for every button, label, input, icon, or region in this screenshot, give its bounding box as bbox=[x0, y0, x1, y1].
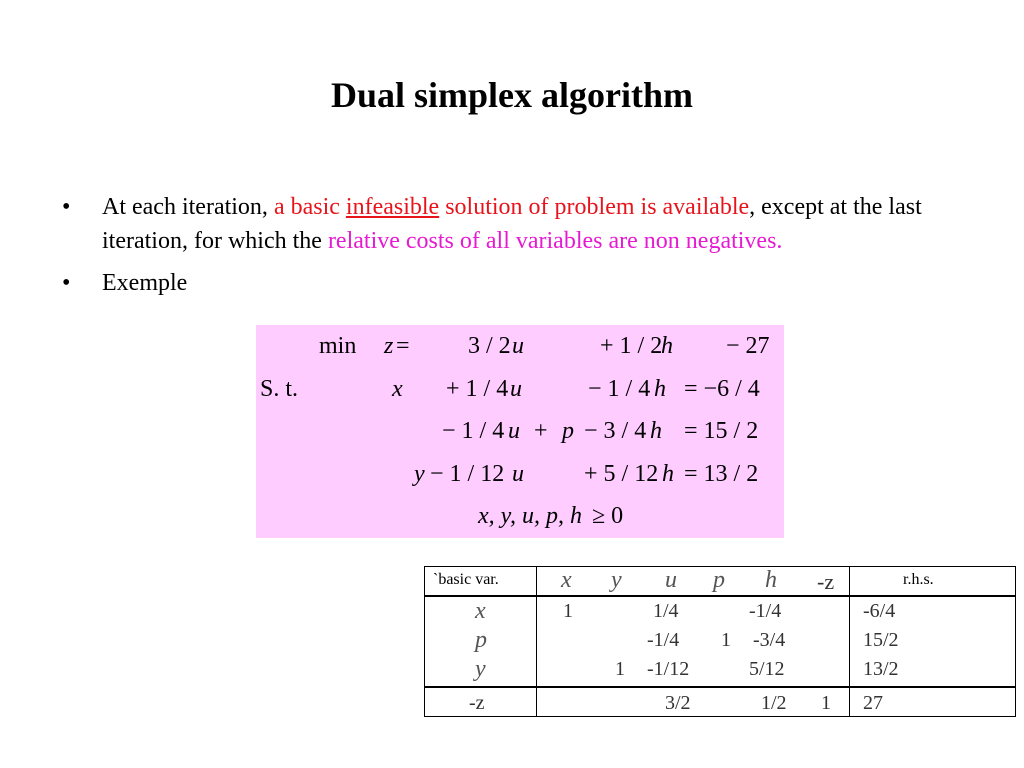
bullet-text-basic: a basic bbox=[273, 194, 346, 220]
tableau-cost-label: -z bbox=[469, 692, 485, 714]
lp-r1-coef-u: 3 / 2 bbox=[468, 333, 511, 359]
simplex-tableau bbox=[424, 566, 1016, 717]
tableau-cell: -1/4 bbox=[647, 629, 680, 651]
tableau-header-neg-z: -z bbox=[817, 569, 835, 594]
lp-r2-coef-h: − 1 / 4 bbox=[588, 376, 651, 402]
slide-title: Dual simplex algorithm bbox=[330, 75, 693, 115]
lp-r4-coef-u: − 1 / 12 bbox=[430, 461, 505, 487]
tableau-cost-cell: 3/2 bbox=[665, 692, 691, 714]
lp-r2-var-h: h bbox=[654, 376, 666, 402]
tableau-divider bbox=[425, 595, 1015, 597]
lp-r3-var-u: u bbox=[508, 418, 520, 444]
tableau-divider bbox=[425, 686, 1015, 688]
tableau-cell: 1 bbox=[563, 600, 573, 622]
lp-z-eq: = bbox=[396, 333, 410, 359]
tableau-basis-x: x bbox=[475, 598, 486, 624]
tableau-rhs-cell: 15/2 bbox=[863, 629, 899, 651]
lp-r4-rhs: = 13 / 2 bbox=[684, 461, 759, 487]
lp-z: z bbox=[384, 333, 394, 359]
lp-r3-var-p: p bbox=[562, 418, 574, 444]
tableau-header-h: h bbox=[765, 567, 777, 593]
bullet-dot: • bbox=[62, 270, 71, 296]
tableau-cost-rhs: 27 bbox=[863, 692, 883, 714]
tableau-header-rhs: r.h.s. bbox=[903, 571, 934, 588]
bullet-item-iteration bbox=[58, 190, 978, 258]
lp-r4-var-y: y bbox=[414, 461, 425, 487]
lp-r2-var-u: u bbox=[510, 376, 522, 402]
lp-r3-coef-u: − 1 / 4 bbox=[442, 418, 505, 444]
bullet-dot: • bbox=[62, 194, 71, 220]
bullet-list bbox=[58, 190, 978, 308]
tableau-cost-cell: 1 bbox=[821, 692, 831, 714]
tableau-cell: 1 bbox=[615, 658, 625, 680]
lp-nonneg-vars: x, y, u, p, h bbox=[478, 503, 582, 529]
lp-r3-coef-h: − 3 / 4 bbox=[584, 418, 647, 444]
lp-r2-coef-u: + 1 / 4 bbox=[446, 376, 509, 402]
bullet-text-infeasible: infeasible bbox=[345, 194, 440, 220]
tableau-cell: -1/4 bbox=[749, 600, 782, 622]
tableau-cell: 5/12 bbox=[749, 658, 785, 680]
tableau-rhs-cell: -6/4 bbox=[863, 600, 896, 622]
lp-r1-const: − 27 bbox=[726, 333, 770, 359]
tableau-divider bbox=[536, 567, 537, 716]
lp-r3-rhs: = 15 / 2 bbox=[684, 418, 759, 444]
lp-nonneg-ge: ≥ 0 bbox=[592, 503, 624, 529]
tableau-rhs-cell: 13/2 bbox=[863, 658, 899, 680]
lp-r2-rhs: = −6 / 4 bbox=[684, 376, 760, 402]
lp-r1-coef-h: + 1 / 2 bbox=[600, 333, 663, 359]
lp-r4-coef-h: + 5 / 12 bbox=[584, 461, 659, 487]
linear-program-box bbox=[256, 325, 784, 538]
tableau-basis-y: y bbox=[475, 656, 486, 682]
tableau-divider bbox=[849, 567, 850, 716]
tableau-cell: -1/12 bbox=[647, 658, 690, 680]
lp-r2-var-x: x bbox=[392, 376, 403, 402]
lp-r3-plus: + bbox=[534, 418, 548, 444]
bullet-item-exemple bbox=[58, 266, 978, 300]
bullet-text-available: solution of problem is available bbox=[439, 194, 750, 220]
lp-r1-var-h: h bbox=[661, 333, 673, 359]
tableau-cost-cell: 1/2 bbox=[761, 692, 787, 714]
tableau-header-y: y bbox=[611, 567, 622, 593]
lp-subject-to: S. t. bbox=[260, 376, 299, 402]
bullet-text-intro: At each iteration, bbox=[102, 194, 274, 220]
bullet-text-exemple: Exemple bbox=[102, 270, 188, 296]
tableau-header-u: u bbox=[665, 567, 677, 593]
tableau-basis-p: p bbox=[475, 627, 487, 653]
tableau-cell: -3/4 bbox=[753, 629, 786, 651]
tableau-header-p: p bbox=[713, 567, 725, 593]
lp-r4-var-h: h bbox=[662, 461, 674, 487]
tableau-header-x: x bbox=[561, 567, 572, 593]
bullet-text-except: , except at the last iteration, for which the bbox=[102, 194, 922, 254]
lp-min: min bbox=[319, 333, 357, 359]
bullet-text-relative-costs: relative costs of all variables are non negatives. bbox=[327, 228, 783, 254]
lp-r4-var-u: u bbox=[512, 461, 524, 487]
lp-r3-var-h: h bbox=[650, 418, 662, 444]
lp-r1-var-u: u bbox=[512, 333, 524, 359]
tableau-cell: 1 bbox=[721, 629, 731, 651]
tableau-header-basic-var: `basic var. bbox=[433, 571, 499, 588]
tableau-cell: 1/4 bbox=[653, 600, 679, 622]
